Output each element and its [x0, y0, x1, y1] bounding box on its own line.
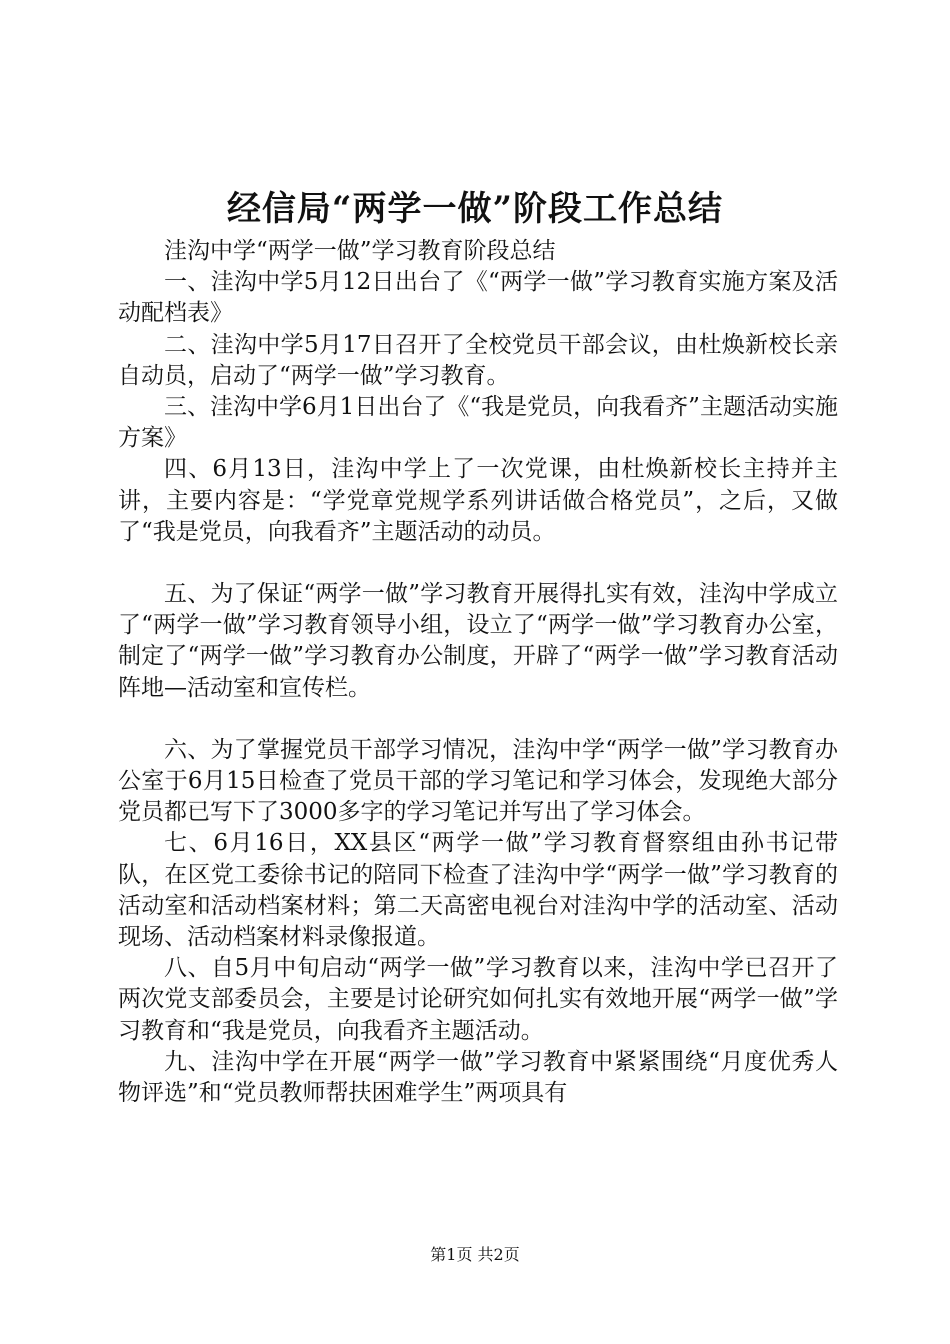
paragraph-4: 四、6月13日，洼沟中学上了一次党课，由杜焕新校长主持并主讲，主要内容是：“学党章党规学系列讲话做合格党员”，之后，又做了“我是党员，向我看齐”主题活动的动员。 — [118, 456, 838, 545]
paragraph-subtitle: 洼沟中学“两学一做”学习教育阶段总结 — [164, 238, 556, 264]
paragraph-2: 二、洼沟中学5月17日召开了全校党员干部会议，由杜焕新校长亲自动员，启动了“两学一做”学习教育。 — [118, 331, 838, 389]
paragraph-3: 三、洼沟中学6月1日出台了《“我是党员，向我看齐”主题活动实施方案》 — [118, 394, 838, 452]
paragraph-5: 五、为了保证“两学一做”学习教育开展得扎实有效，洼沟中学成立了“两学一做”学习教育领导小组，设立了“两学一做”学习教育办公室，制定了“两学一做”学习教育办公制度，开辟了“两学一做”学习教育活动阵地—活动室和宣传栏。 — [118, 581, 838, 701]
document-body — [118, 236, 838, 1109]
paragraph-9: 九、洼沟中学在开展“两学一做”学习教育中紧紧围绕“月度优秀人物评选”和“党员教师帮扶困难学生”两项具有 — [118, 1048, 838, 1107]
paragraph-8: 八、自5月中旬启动“两学一做”学习教育以来，洼沟中学已召开了两次党支部委员会，主要是讨论研究如何扎实有效地开展“两学一做”学习教育和“我是党员，向我看齐主题活动。 — [118, 955, 838, 1044]
paragraph-6: 六、为了掌握党员干部学习情况，洼沟中学“两学一做”学习教育办公室于6月15日检查了党员干部的学习笔记和学习体会，发现绝大部分党员都已写下了3000多字的学习笔记并写出了学习体会。 — [118, 736, 838, 826]
document-title: 经信局“两学一做”阶段工作总结 — [226, 189, 724, 229]
paragraph-1: 一、洼沟中学5月12日出台了《“两学一做”学习教育实施方案及活动配档表》 — [118, 269, 838, 327]
paragraph-7: 七、6月16日，XX县区“两学一做”学习教育督察组由孙书记带队，在区党工委徐书记的陪同下检查了洼沟中学“两学一做”学习教育的活动室和活动档案材料；第二天高密电视台对洼沟中学的活动室、活动现场、活动档案材料录像报道。 — [118, 830, 838, 951]
page-number: 第1页 共2页 — [430, 1245, 520, 1264]
